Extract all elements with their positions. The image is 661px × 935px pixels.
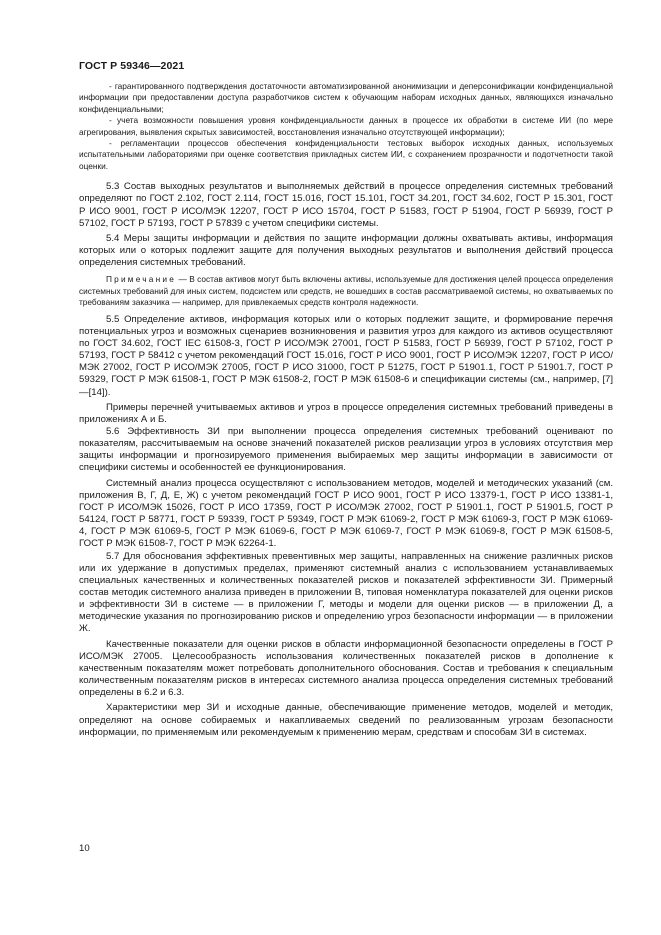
intro-list <box>79 81 613 172</box>
list-item: - регламентации процессов обеспечения конфиденциальности тестовых выборок исходных данных, используемых испытательными лабораториями при оценке соответствия прикладных систем ИИ, с сохранением прозрачности и подотчетности такой оценки. <box>79 138 613 171</box>
note-label: Примечание <box>106 274 177 285</box>
paragraph-5-6: 5.6 Эффективность ЗИ при выполнении процесса определения системных требований оценивают по показателям, рассчитываемым на основе значений показателей рисков реализации угроз в условиях отсутствия мер защиты информации и прогнозируемого применения выбираемых мер защиты информации в зависимости от специфики системы и особенностей ее функционирования. <box>79 425 613 474</box>
list-item: - учета возможности повышения уровня конфиденциальности данных в процессе их обработки в системе ИИ (по мере агрегирования, выявления скрытых зависимостей, восстановления изначально отсутствующей информации); <box>79 115 613 137</box>
paragraph-5-7-qualitative: Качественные показатели для оценки рисков в области информационной безопасности определены в ГОСТ Р ИСО/МЭК 27005. Целесообразность использования количественных показателей рисков в дополнение к качественным показателям может потребовать дополнительного обоснования. Состав и требования к специальным количественным показателям рисков в интересах системного анализа процесса определения системных требований определены в 6.2 и 6.3. <box>79 638 613 699</box>
main-body <box>79 181 613 739</box>
page-number: 10 <box>79 843 90 854</box>
note-block <box>79 274 613 308</box>
paragraph-5-7: 5.7 Для обоснования эффективных превентивных мер защиты, направленных на снижение различных рисков или их удержание в допустимых пределах, применяют системный анализ с использованием устанавливаемых специальных качественных и количественных показателей рисков и показателей эффективности ЗИ. Примерный состав методик системного анализа приведен в приложении В, типовая номенклатура показателей для оценки рисков и эффективности ЗИ в системе — в приложении Г, методы и модели для оценки рисков — в приложении Д, а методические указания по прогнозированию рисков и определению угроз безопасности информации — в приложении Ж. <box>79 550 613 635</box>
paragraph-5-3: 5.3 Состав выходных результатов и выполняемых действий в процессе определения системных требований определяют по ГОСТ 2.102, ГОСТ 2.114, ГОСТ 15.016, ГОСТ 15.101, ГОСТ 34.201, ГОСТ 34.602, ГОСТ Р 15.301, ГОСТ Р ИСО 9001, ГОСТ Р ИСО/МЭК 12207, ГОСТ Р ИСО 15704, ГОСТ Р 51583, ГОСТ Р 51904, ГОСТ Р 56939, ГОСТ Р 57102, ГОСТ Р 57193, ГОСТ Р 57839 с учетом специфики системы. <box>79 181 613 229</box>
paragraph-5-5: 5.5 Определение активов, информация которых или о которых подлежит защите, и формирование перечня потенциальных угроз и возможных сценариев возникновения и развития угроз для каждого из активов осуществляют по ГОСТ 34.602, ГОСТ IEC 61508-3, ГОСТ Р ИСО/МЭК 27001, ГОСТ Р 51583, ГОСТ Р 56939, ГОСТ Р 57102, ГОСТ Р 57193, ГОСТ Р 58412 с учетом рекомендаций ГОСТ 15.016, ГОСТ Р ИСО 9001, ГОСТ Р ИСО/МЭК 12207, ГОСТ Р ИСО/МЭК 27002, ГОСТ Р ИСО/МЭК 27005, ГОСТ Р ИСО 31000, ГОСТ Р 51275, ГОСТ Р 51901.1, ГОСТ Р 51901.7, ГОСТ Р 59329, ГОСТ Р МЭК 61508-1, ГОСТ Р МЭК 61508-2, ГОСТ Р МЭК 61508-6 и спецификации системы (см., например, [7]—[14]). <box>79 313 613 398</box>
paragraph-5-4: 5.4 Меры защиты информации и действия по защите информации должны охватывать активы, информация которых или о которых подлежит защите для получения выходных результатов и выполнения действий процесса определения системных требований. <box>79 232 613 269</box>
page-content <box>79 81 613 739</box>
paragraph-5-5-examples: Примеры перечней учитываемых активов и угроз в процессе определения системных требований приведены в приложениях А и Б. <box>79 401 613 425</box>
paragraph-5-7-characteristics: Характеристики мер ЗИ и исходные данные, обеспечивающие применение методов, моделей и методик, определяют на основе собираемых и накапливаемых сведений по реализованным угрозам безопасности информации, по применяемым или рекомендуемым к применению мерам, средствам и способам ЗИ в системах. <box>79 702 613 738</box>
note-text: — В состав активов могут быть включены активы, используемые для достижения целей процесса определения системных требований для иных систем, подсистем или средств, не вошедших в состав рассматриваемой системы, но охватываемых по требованиям заказчика — например, для привлекаемых средств контроля надежности. <box>79 274 613 308</box>
standard-code-header: ГОСТ Р 59346—2021 <box>79 60 185 72</box>
list-item: - гарантированного подтверждения достаточности автоматизированной анонимизации и деперсонификации конфиденциальной информации при предоставлении доступа разработчиков систем к обучающим наборам исходных данных, являющихся изначально конфиденциальными; <box>79 81 613 114</box>
paragraph-5-6-system-analysis: Системный анализ процесса осуществляют с использованием методов, моделей и методических указаний (см. приложения В, Г, Д, Е, Ж) с учетом рекомендаций ГОСТ Р ИСО 9001, ГОСТ Р ИСО 13379-1, ГОСТ Р ИСО 13381-1, ГОСТ Р ИСО/МЭК 15026, ГОСТ Р ИСО 17359, ГОСТ Р ИСО/МЭК 27002, ГОСТ Р 51901.1, ГОСТ Р 51901.5, ГОСТ Р 54124, ГОСТ Р 58771, ГОСТ Р 59339, ГОСТ Р 59349, ГОСТ Р МЭК 61069-2, ГОСТ Р МЭК 61069-3, ГОСТ Р МЭК 61069-4, ГОСТ Р МЭК 61069-5, ГОСТ Р МЭК 61069-6, ГОСТ Р МЭК 61069-7, ГОСТ Р МЭК 61069-8, ГОСТ Р МЭК 61508-5, ГОСТ Р МЭК 61508-7, ГОСТ Р МЭК 62264-1. <box>79 477 613 550</box>
